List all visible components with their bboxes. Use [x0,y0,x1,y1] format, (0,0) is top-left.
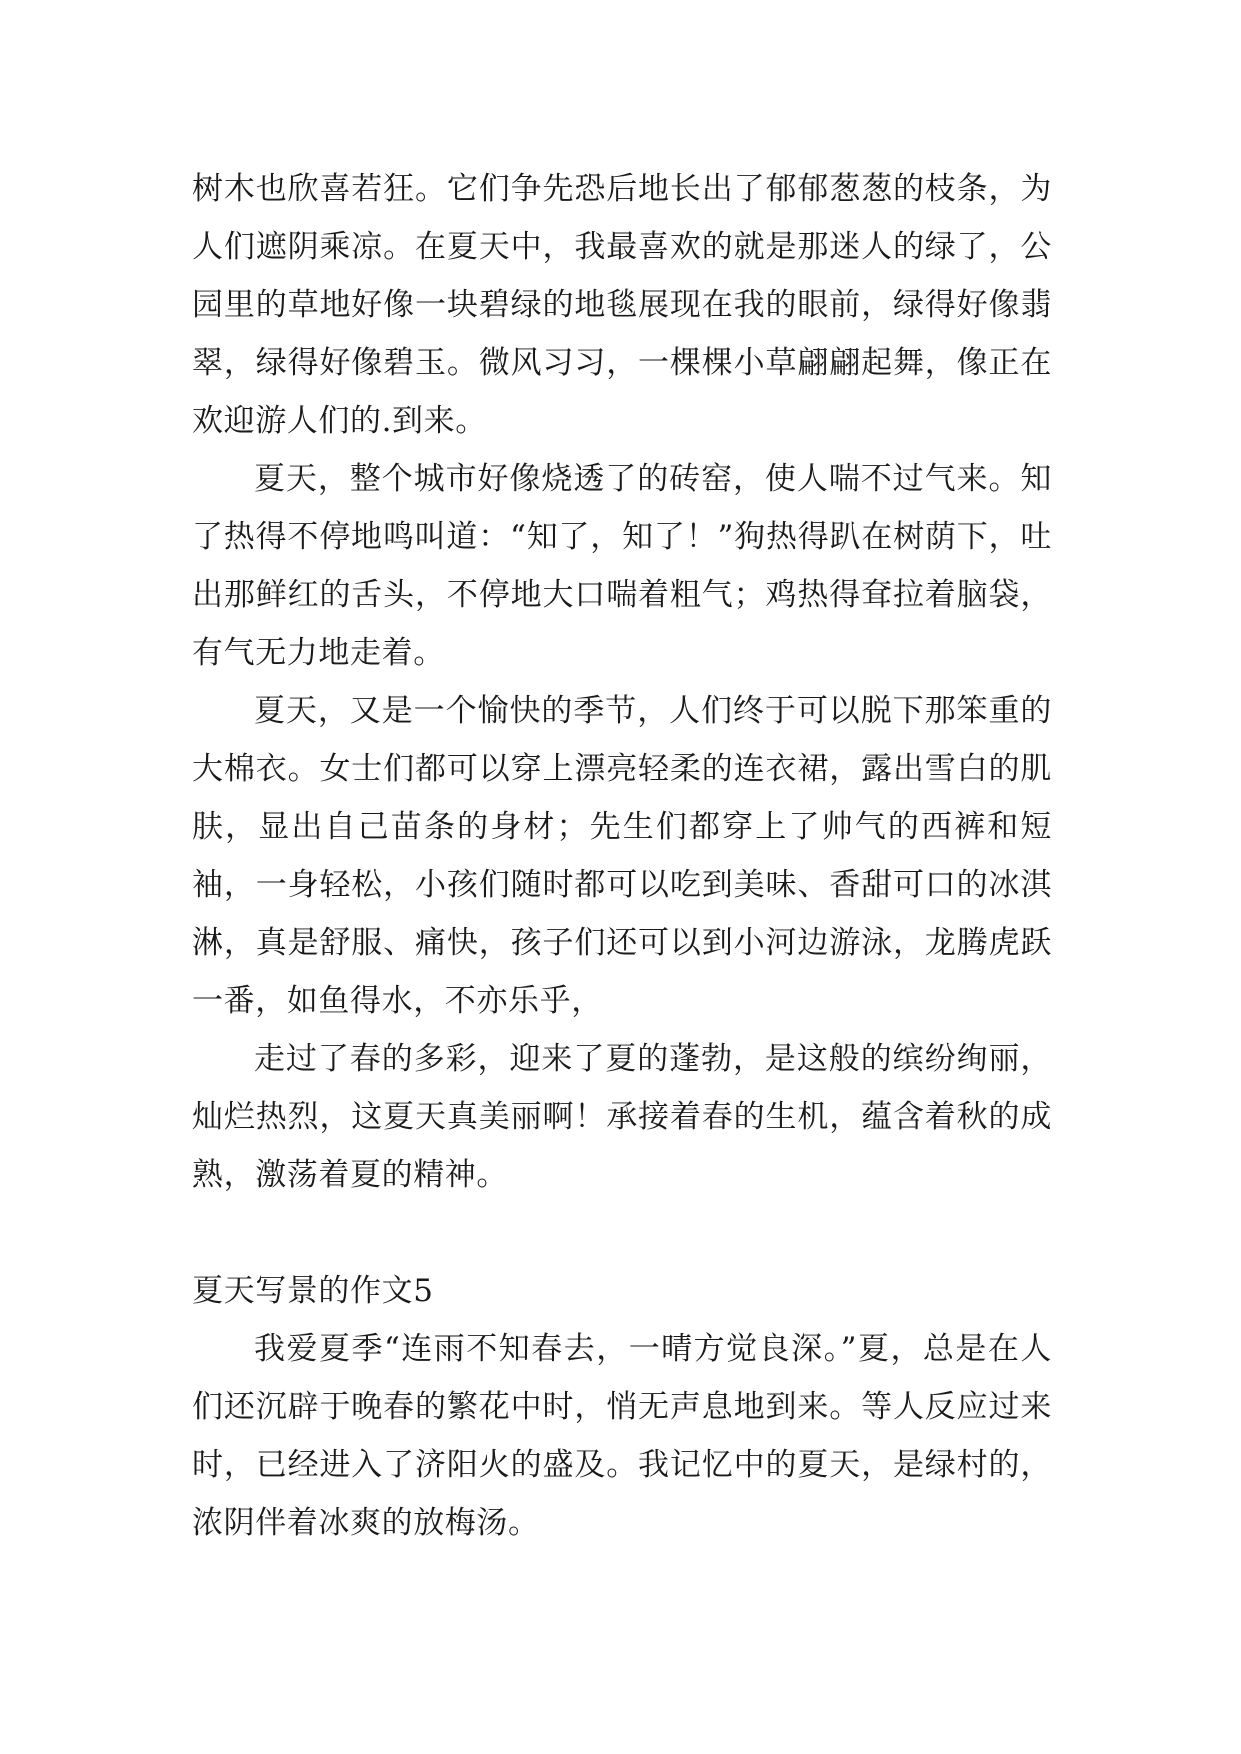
paragraph-conclusion: 走过了春的多彩，迎来了夏的蓬勃，是这般的缤纷绚丽，灿烂热烈，这夏天真美丽啊！承接着春的生机，蕴含着秋的成熟，激荡着夏的精神。 [192,1041,1052,1193]
paragraph-trees: 树木也欣喜若狂。它们争先恐后地长出了郁郁葱葱的枝条，为人们遮阴乘凉。在夏天中，我最喜欢的就是那迷人的绿了，公园里的草地好像一块碧绿的地毯展现在我的眼前，绿得好像翡翠，绿得好像碧玉。微风习习，一棵棵小草翩翩起舞，像正在欢迎游人们的.到来。 [192,171,1052,439]
document-page [192,160,1052,1552]
section-title: 夏天写景的作文5 [192,1273,434,1309]
paragraph-city-heat: 夏天，整个城市好像烧透了的砖窑，使人喘不过气来。知了热得不停地鸣叫道：“知了，知了！”狗热得趴在树荫下，吐出那鲜红的舌头，不停地大口喘着粗气；鸡热得耷拉着脑袋，有气无力地走着。 [192,461,1052,671]
paragraph-i-love-summer: 我爱夏季“连雨不知春去，一晴方觉良深。”夏，总是在人们还沉辟于晚春的繁花中时，悄无声息地到来。等人反应过来时，已经进入了济阳火的盛及。我记忆中的夏天，是绿村的，浓阴伴着冰爽的放梅汤。 [192,1331,1052,1541]
paragraph-happy-season: 夏天，又是一个愉快的季节，人们终于可以脱下那笨重的大棉衣。女士们都可以穿上漂亮轻柔的连衣裙，露出雪白的肌肤，显出自己苗条的身材；先生们都穿上了帅气的西裤和短袖，一身轻松，小孩们随时都可以吃到美味、香甜可口的冰淇淋，真是舒服、痛快，孩子们还可以到小河边游泳，龙腾虎跃一番，如鱼得水，不亦乐乎， [192,693,1052,1019]
